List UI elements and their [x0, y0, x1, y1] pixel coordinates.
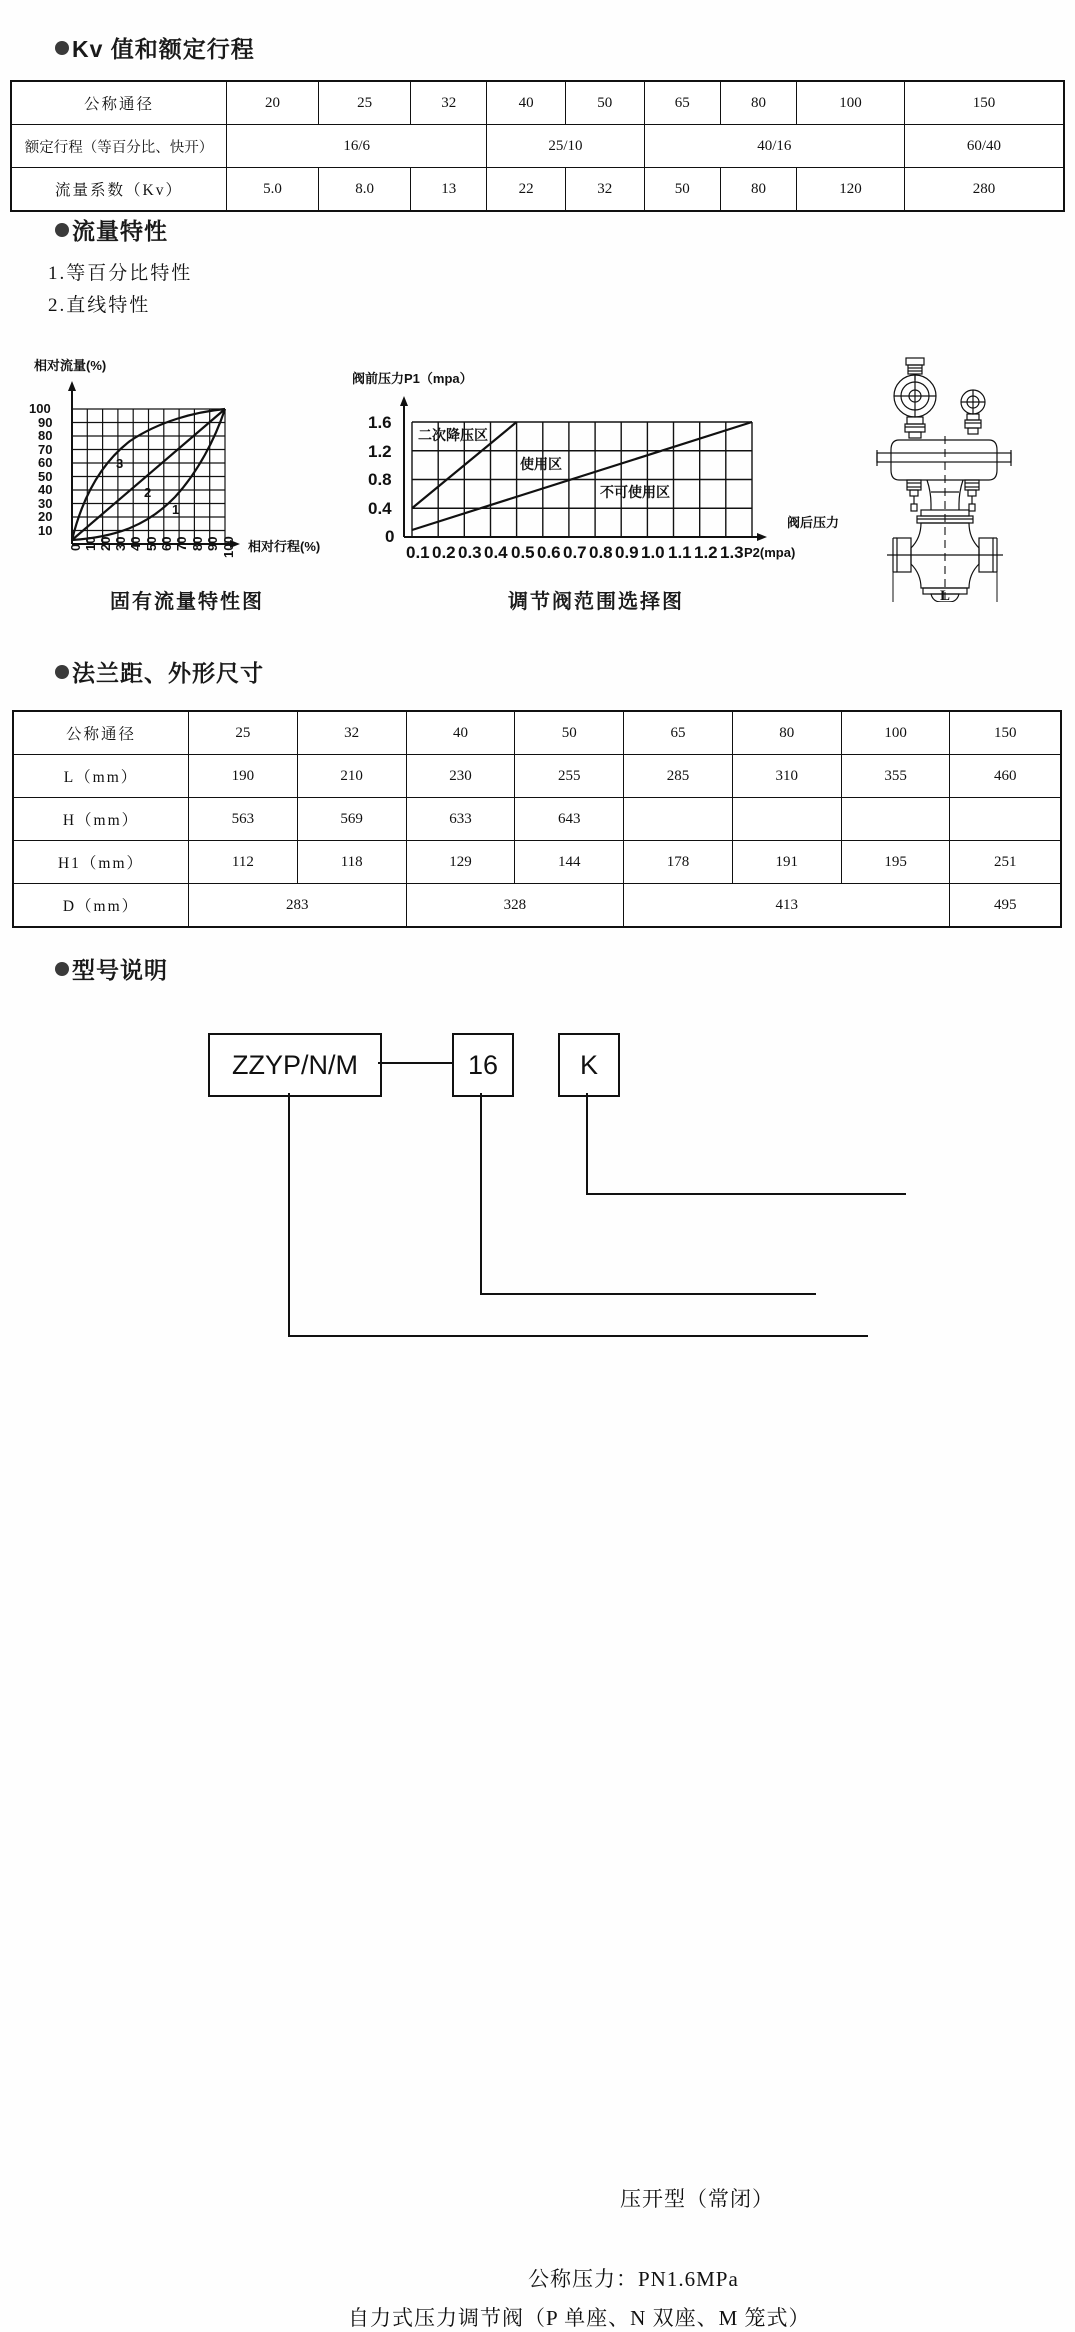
model-leader-underline-pressure — [480, 1293, 816, 1295]
chart1-xtick-100: 100 — [221, 536, 236, 558]
chart2-xtick-1-2: 1.2 — [694, 543, 718, 562]
chart-valve-range — [352, 368, 840, 568]
row-header-label: 公称通径 — [13, 711, 189, 755]
table-row — [13, 755, 1061, 798]
chart1-xtick-20: 20 — [98, 536, 113, 551]
table-cell: 16/6 — [227, 125, 487, 168]
table-cell: 5.0 — [227, 168, 319, 212]
table-row — [11, 168, 1064, 212]
chart-inherent-flow — [20, 355, 330, 585]
section-heading-flow-label: 流量特性 — [72, 218, 168, 244]
chart2-x-axis-unit: P2(mpa) — [744, 545, 796, 560]
chart2-zone-unusable: 不可使用区 — [600, 484, 670, 500]
chart1-ytick-60: 60 — [38, 455, 53, 470]
chart2-ytick-1-6: 1.6 — [368, 413, 392, 432]
table-cell: 285 — [624, 755, 733, 798]
row-header-label: D（mm） — [13, 884, 189, 928]
table-cell: 25 — [189, 711, 298, 755]
table-row — [13, 841, 1061, 884]
section-heading-dims — [55, 655, 264, 688]
table-cell: 563 — [189, 798, 298, 841]
chart1-ytick-40: 40 — [38, 482, 53, 497]
model-box-series: ZZYP/N/M — [208, 1033, 382, 1097]
table-cell: 100 — [841, 711, 950, 755]
section-heading-flow — [55, 213, 168, 246]
table-cell: 150 — [904, 81, 1064, 125]
table-cell — [732, 798, 841, 841]
chart2-zone-usable: 使用区 — [520, 456, 562, 472]
bullet-icon — [55, 962, 69, 976]
chart2-xtick-0-8: 0.8 — [589, 543, 613, 562]
chart2-y-axis-label: 阀前压力P1（mpa） — [352, 371, 473, 386]
chart2-xtick-0-4: 0.4 — [484, 543, 508, 562]
chart1-xtick-60: 60 — [159, 536, 174, 551]
table-cell: 230 — [406, 755, 515, 798]
section-heading-model-label: 型号说明 — [72, 957, 168, 983]
chart2-xtick-0-5: 0.5 — [511, 543, 535, 562]
table-row — [13, 711, 1061, 755]
table-cell: 80 — [720, 81, 796, 125]
table-cell: 80 — [732, 711, 841, 755]
table-cell: 40/16 — [644, 125, 904, 168]
section-heading-model — [55, 952, 168, 985]
chart2-xtick-0-7: 0.7 — [563, 543, 587, 562]
chart1-xtick-80: 80 — [190, 536, 205, 551]
chart1-ytick-70: 70 — [38, 442, 53, 457]
table-cell: 328 — [406, 884, 624, 928]
chart2-ytick-1-2: 1.2 — [368, 442, 392, 461]
table-cell: 120 — [797, 168, 905, 212]
table-cell: 150 — [950, 711, 1061, 755]
chart1-ytick-50: 50 — [38, 469, 53, 484]
table-cell: 643 — [515, 798, 624, 841]
table-cell: 13 — [411, 168, 487, 212]
flow-list-item-2: 2.直线特性 — [48, 295, 151, 316]
model-connector-dash — [378, 1062, 452, 1064]
row-header-label: 流量系数（Kv） — [11, 168, 227, 212]
chart1-ytick-90: 90 — [38, 415, 53, 430]
table-cell: 191 — [732, 841, 841, 884]
table-cell: 50 — [644, 168, 720, 212]
table-cell: 195 — [841, 841, 950, 884]
chart1-ytick-10: 10 — [38, 523, 53, 538]
chart2-xtick-0-3: 0.3 — [458, 543, 482, 562]
chart2-xtick-1-1: 1.1 — [668, 543, 692, 562]
model-leader-underline-series — [288, 1335, 868, 1337]
table-row — [13, 884, 1061, 928]
table-cell: 129 — [406, 841, 515, 884]
table-row — [11, 125, 1064, 168]
valve-dimension-L-label: L — [940, 588, 951, 604]
valve-technical-drawing — [855, 352, 1070, 602]
chart1-xtick-40: 40 — [128, 536, 143, 551]
section-heading-kv-label: Kv 值和额定行程 — [72, 36, 255, 62]
model-leader-vertical-pressure — [480, 1093, 482, 1293]
table-cell: 40 — [487, 81, 566, 125]
table-cell: 60/40 — [904, 125, 1064, 168]
table-cell: 355 — [841, 755, 950, 798]
model-box-action: K — [558, 1033, 620, 1097]
model-leader-vertical-action — [586, 1093, 588, 1193]
table-cell: 50 — [515, 711, 624, 755]
chart2-plot — [352, 382, 822, 557]
model-label-series: 自力式压力调节阀（P 单座、N 双座、M 笼式） — [348, 2306, 811, 2330]
model-label-action: 压开型（常闭） — [620, 2187, 774, 2211]
table-cell — [950, 798, 1061, 841]
valve-drawing-svg — [855, 352, 1070, 602]
chart1-curve-label-1: 1 — [172, 502, 180, 517]
row-header-label: 额定行程（等百分比、快开） — [11, 125, 227, 168]
model-designation-diagram — [0, 1010, 1075, 2330]
chart2-ytick-0: 0 — [385, 527, 395, 546]
chart2-ytick-0-4: 0.4 — [368, 499, 392, 518]
chart1-x-axis-label: 相对行程(%) — [248, 539, 321, 554]
table-cell: 413 — [624, 884, 950, 928]
table-cell: 40 — [406, 711, 515, 755]
table-row — [11, 81, 1064, 125]
table-cell: 310 — [732, 755, 841, 798]
row-header-label: 公称通径 — [11, 81, 227, 125]
table-cell: 633 — [406, 798, 515, 841]
model-label-pressure: 公称压力：PN1.6MPa — [528, 2267, 739, 2291]
table-cell: 22 — [487, 168, 566, 212]
model-box-pressure: 16 — [452, 1033, 514, 1097]
bullet-icon — [55, 41, 69, 55]
chart1-ytick-80: 80 — [38, 428, 53, 443]
chart2-xtick-0-6: 0.6 — [537, 543, 561, 562]
flow-list-item-1: 1.等百分比特性 — [48, 263, 193, 284]
table-cell: 8.0 — [319, 168, 411, 212]
table-cell: 118 — [297, 841, 406, 884]
dimensions-spec-table — [12, 710, 1062, 928]
model-leader-vertical-series — [288, 1093, 290, 1335]
table-cell: 178 — [624, 841, 733, 884]
row-header-label: H（mm） — [13, 798, 189, 841]
section-heading-dims-label: 法兰距、外形尺寸 — [72, 660, 264, 686]
chart1-xtick-70: 70 — [174, 536, 189, 551]
row-header-label: H1（mm） — [13, 841, 189, 884]
chart1-ytick-30: 30 — [38, 496, 53, 511]
chart1-xtick-50: 50 — [144, 536, 159, 551]
table-cell: 112 — [189, 841, 298, 884]
table-cell: 100 — [797, 81, 905, 125]
bullet-icon — [55, 223, 69, 237]
chart2-x-axis-label: 阀后压力 — [787, 515, 840, 530]
table-row — [13, 798, 1061, 841]
table-cell: 65 — [644, 81, 720, 125]
table-cell: 283 — [189, 884, 407, 928]
kv-spec-table — [10, 80, 1065, 212]
table-cell: 50 — [565, 81, 644, 125]
table-cell: 20 — [227, 81, 319, 125]
table-cell: 210 — [297, 755, 406, 798]
chart1-xtick-10: 10 — [83, 536, 98, 551]
chart1-xtick-30: 30 — [113, 536, 128, 551]
chart1-y-axis-label: 相对流量(%) — [34, 358, 107, 373]
table-cell — [624, 798, 733, 841]
table-cell: 32 — [565, 168, 644, 212]
chart2-xtick-0-1: 0.1 — [406, 543, 430, 562]
row-header-label: L（mm） — [13, 755, 189, 798]
table-cell: 32 — [297, 711, 406, 755]
table-cell: 255 — [515, 755, 624, 798]
table-cell: 190 — [189, 755, 298, 798]
chart1-curve-label-2: 2 — [144, 485, 152, 500]
table-cell: 144 — [515, 841, 624, 884]
chart2-zone-secondary-drop: 二次降压区 — [418, 427, 488, 443]
table-cell: 251 — [950, 841, 1061, 884]
table-cell: 80 — [720, 168, 796, 212]
chart2-xtick-1-0: 1.0 — [641, 543, 665, 562]
table-cell: 25 — [319, 81, 411, 125]
table-cell: 32 — [411, 81, 487, 125]
table-cell: 569 — [297, 798, 406, 841]
table-cell: 280 — [904, 168, 1064, 212]
chart2-xtick-1-3: 1.3 — [720, 543, 744, 562]
bullet-icon — [55, 665, 69, 679]
chart2-ytick-0-8: 0.8 — [368, 470, 392, 489]
chart1-xtick-0: 0 — [68, 543, 83, 551]
table-cell — [841, 798, 950, 841]
section-heading-kv — [55, 31, 255, 64]
table-cell: 495 — [950, 884, 1061, 928]
chart1-curve-label-3: 3 — [116, 456, 124, 471]
chart2-xtick-0-2: 0.2 — [432, 543, 456, 562]
chart2-caption: 调节阀范围选择图 — [508, 591, 684, 613]
chart1-ytick-100: 100 — [29, 401, 51, 416]
chart1-ytick-20: 20 — [38, 509, 53, 524]
chart1-xtick-90: 90 — [205, 536, 220, 551]
table-cell: 25/10 — [487, 125, 644, 168]
model-leader-underline-action — [586, 1193, 906, 1195]
chart2-xtick-0-9: 0.9 — [615, 543, 639, 562]
table-cell: 65 — [624, 711, 733, 755]
table-cell: 460 — [950, 755, 1061, 798]
chart1-caption: 固有流量特性图 — [110, 591, 264, 613]
